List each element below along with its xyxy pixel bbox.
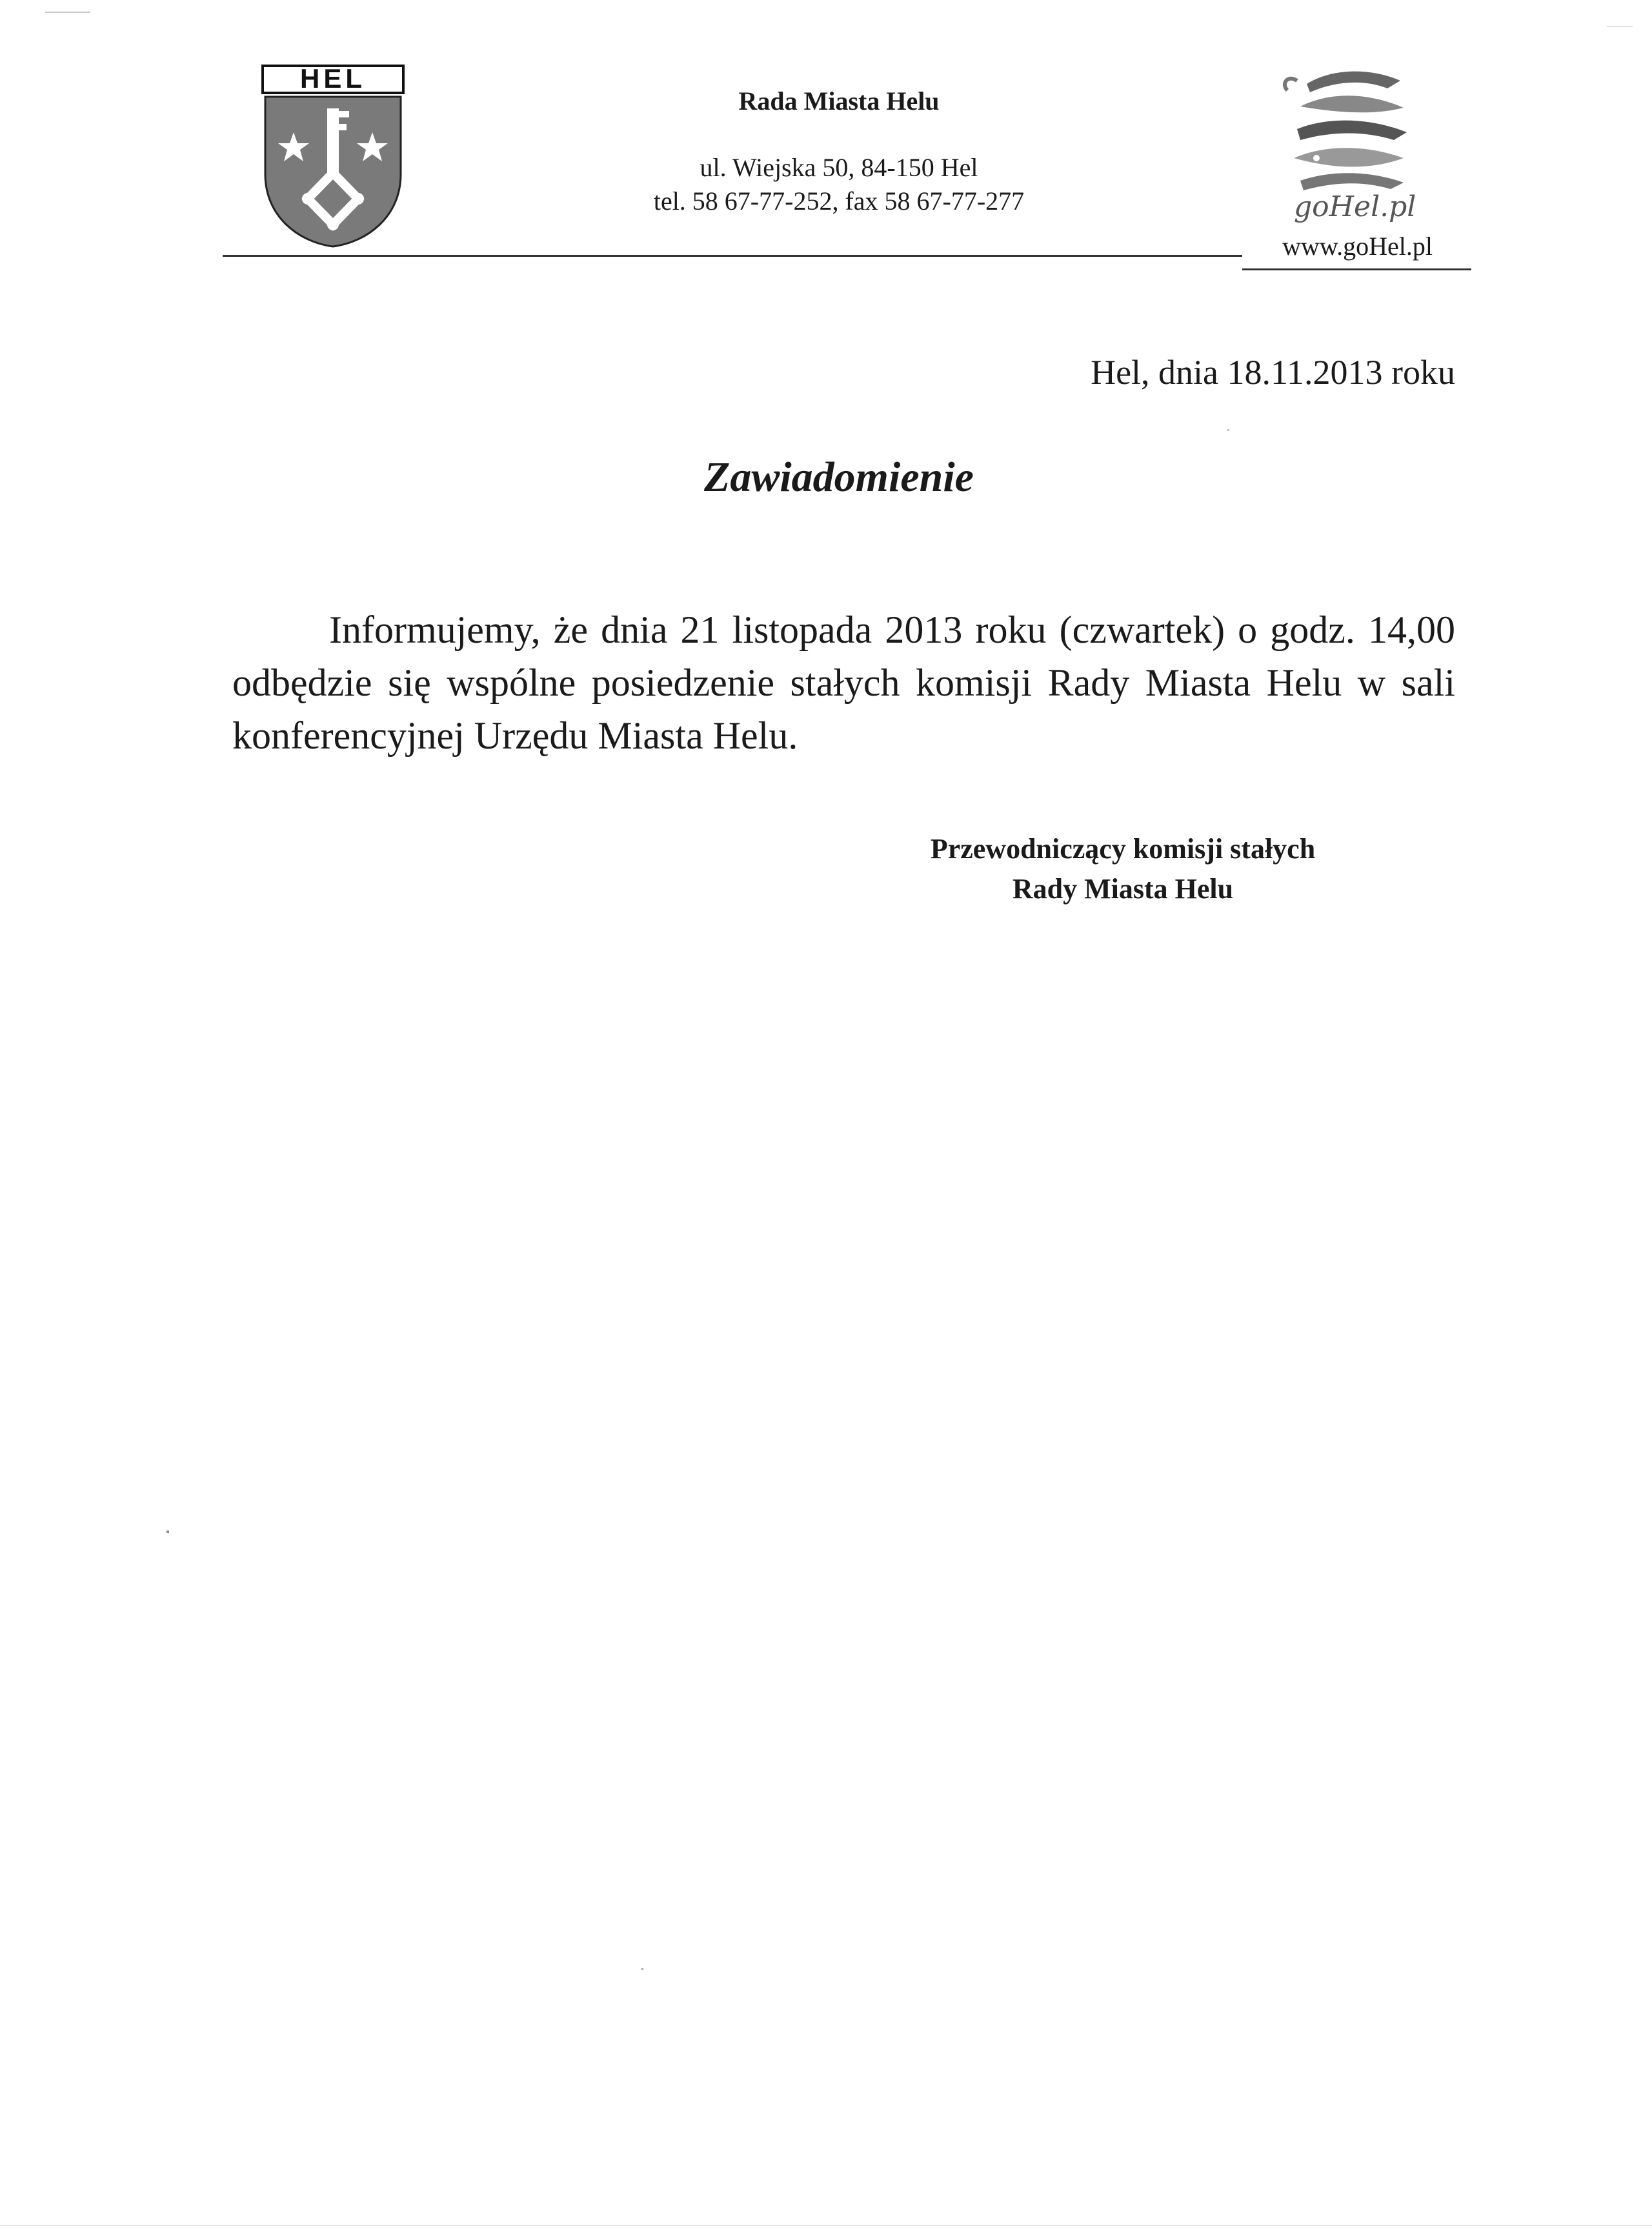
- signature-line-2: Rady Miasta Helu: [1012, 873, 1234, 905]
- organization-phone-fax: tel. 58 67-77-252, fax 58 67-77-277: [653, 186, 1025, 216]
- document-title: Zawiadomienie: [704, 454, 974, 501]
- letterhead: [516, 84, 1162, 218]
- scan-dot-middle: [641, 1968, 643, 1970]
- organization-address: ul. Wiejska 50, 84-150 Hel: [700, 153, 978, 182]
- coat-of-arms-label: HEL: [300, 63, 366, 94]
- header-divider-right: [1242, 268, 1471, 270]
- signature-line-1: Przewodniczący komisji stałych: [930, 833, 1316, 865]
- gohel-logo: [1274, 61, 1423, 223]
- signature-block: [839, 829, 1407, 909]
- header-divider: [223, 255, 1242, 257]
- fish-logo-icon: [1274, 61, 1423, 223]
- scan-mark-bottom: [0, 2225, 1652, 2226]
- coat-of-arms: [261, 65, 405, 248]
- scan-mark-top-right: [1607, 26, 1633, 27]
- date-line: Hel, dnia 18.11.2013 roku: [1091, 353, 1455, 392]
- website-link[interactable]: www.goHel.pl: [1282, 232, 1433, 261]
- scan-mark-top-left: [45, 12, 90, 13]
- logo-text: goHel.pl: [1294, 190, 1416, 223]
- notice-body: Informujemy, że dnia 21 listopada 2013 roku (czwartek) o godz. 14,00 odbędzie się wspólne posiedzenie stałych komisji Rady Miasta Helu w sali konferencyjnej Urzędu Miasta Helu.: [232, 608, 1455, 757]
- scan-dot-upper: [1227, 429, 1229, 431]
- organization-name: Rada Miasta Helu: [738, 86, 940, 116]
- scan-dot-left: [166, 1531, 169, 1533]
